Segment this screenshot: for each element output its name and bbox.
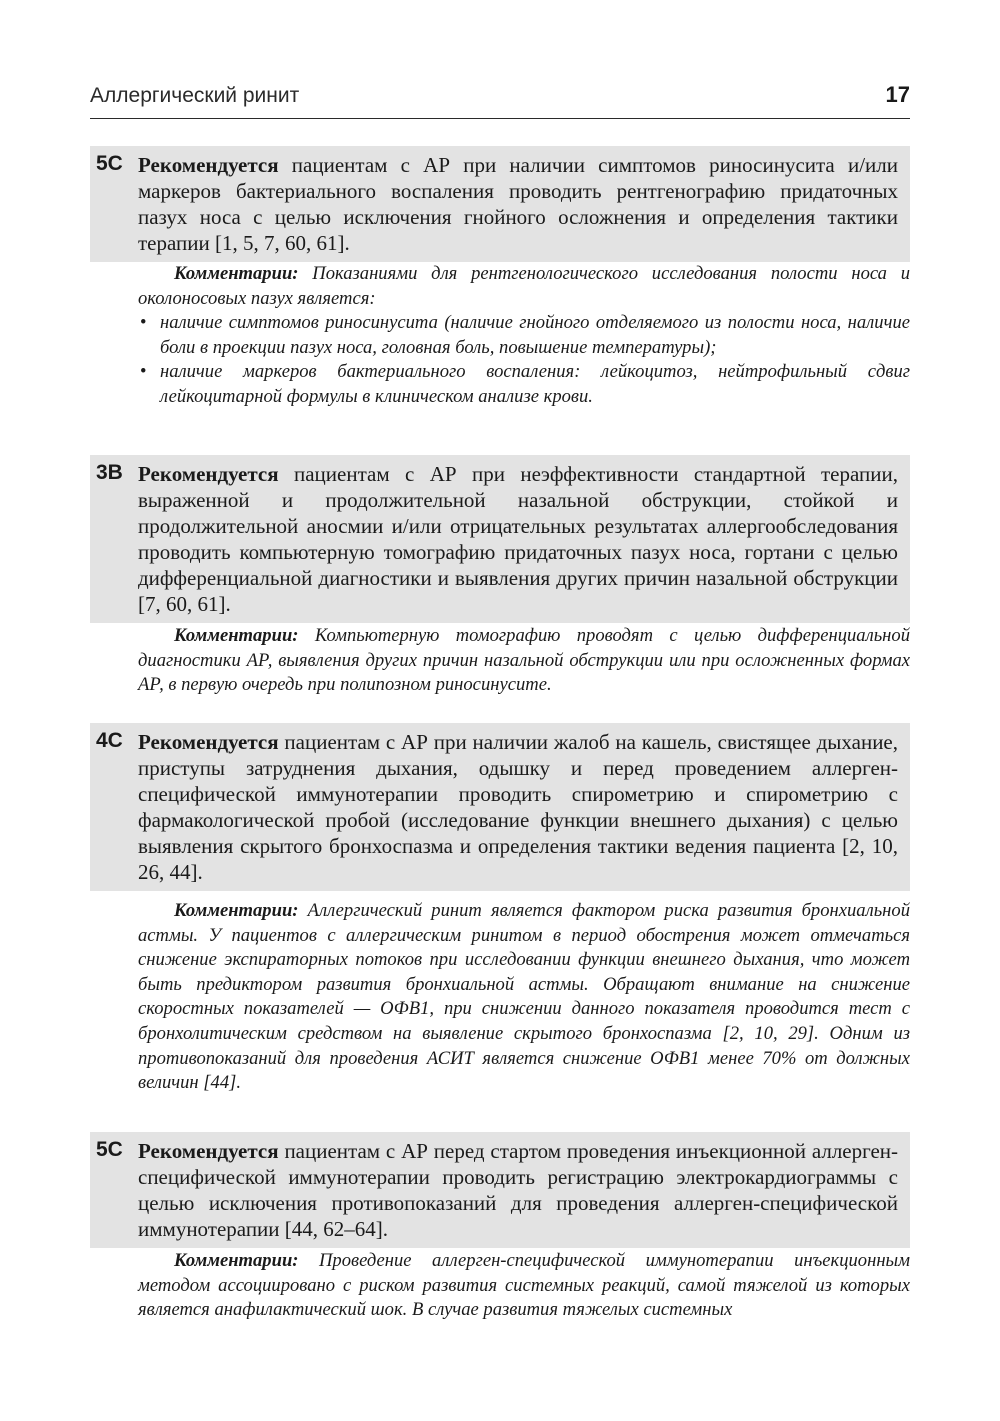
comment-text: Компьютерную томографию проводят с целью дифференциальной диагностики АР, выявления других причин назальной обструкции или при осложненных формах АР, в первую очередь при полипозном риносинусите. xyxy=(138,625,910,696)
recommendation-keyword: Рекомендуется xyxy=(138,1139,279,1163)
comment-label: Комментарии: xyxy=(174,625,299,646)
recommendation-body: пациентам с АР перед стартом проведения инъекционной аллерген-специфической иммунотерапии проводить регистрацию электрокардиограммы с целью исключения противопоказаний для проведения аллерген-специфической иммунотерапии [44, 62–64]. xyxy=(138,1139,899,1241)
recommendation-box xyxy=(90,723,910,891)
comment-block xyxy=(138,899,910,1096)
running-header-title: Аллергический ринит xyxy=(90,84,300,107)
recommendation-box xyxy=(90,146,910,262)
evidence-grade: 5С xyxy=(96,152,123,175)
comment-block xyxy=(138,624,910,698)
comment-text: Показаниями для рентгенологического исследования полости носа и околоносовых пазух является: xyxy=(138,263,910,309)
comment-label: Комментарии: xyxy=(174,900,299,921)
recommendation-text xyxy=(138,1138,898,1242)
recommendation-text xyxy=(138,152,898,256)
recommendation-text xyxy=(138,729,898,885)
evidence-grade: 3В xyxy=(96,461,123,484)
recommendation-box xyxy=(90,1132,910,1248)
page-number: 17 xyxy=(885,82,910,107)
comment-label: Комментарии: xyxy=(174,263,299,284)
recommendation-keyword: Рекомендуется xyxy=(138,153,279,177)
comment-text: Аллергический ринит является фактором риска развития бронхиальной астмы. У пациентов с аллергическим ринитом в период обострения может отмечаться снижение экспираторных потоков при исследовании функции внешнего дыхания, что может быть предиктором развития бронхиальной астмы. Обращают внимание на снижение скоростных показателей — ОФВ1, при снижении данного показателя проводится тест с бронхолитическим средством на выявление скрытого бронхоспазма [2, 10, 29]. Одним из противопоказаний для проведения АСИТ является снижение ОФВ1 менее 70% от должных величин [44]. xyxy=(138,900,910,1094)
recommendation-keyword: Рекомендуется xyxy=(138,730,279,754)
evidence-grade: 4С xyxy=(96,729,123,752)
list-item: • наличие маркеров бактериального воспаления: лейкоцитоз, нейтрофильный сдвиг лейкоцитарной формулы в клиническом анализе крови. xyxy=(138,360,910,409)
comment-bullet-list xyxy=(138,311,910,409)
evidence-grade: 5С xyxy=(96,1138,123,1161)
comment-block xyxy=(138,262,910,410)
list-item: • наличие симптомов риносинусита (наличие гнойного отделяемого из полости носа, наличие боли в проекции пазух носа, головная боль, повышение температуры); xyxy=(138,311,910,360)
recommendation-text xyxy=(138,461,898,617)
recommendation-body: пациентам с АР при наличии симптомов риносинусита и/или маркеров бактериального воспаления проводить рентгенографию придаточных пазух носа с целью исключения гнойного осложнения и определения тактики терапии [1, 5, 7, 60, 61]. xyxy=(138,153,898,255)
recommendation-keyword: Рекомендуется xyxy=(138,462,279,486)
recommendation-box xyxy=(90,455,910,623)
running-header xyxy=(90,84,910,119)
comment-label: Комментарии: xyxy=(174,1250,299,1271)
comment-text: Проведение аллерген-специфической иммунотерапии инъекционным методом ассоциировано с риском развития системных реакций, самой тяжелой из которых является анафилактический шок. В случае развития тяжелых системных xyxy=(138,1250,910,1321)
recommendation-body: пациентам с АР при наличии жалоб на кашель, свистящее дыхание, приступы затруднения дыхания, одышку и перед проведением аллерген-специфической иммунотерапии проводить спирометрию и спирометрию с фармакологической пробой (исследование функции внешнего дыхания) с целью выявления скрытого бронхоспазма и определения тактики ведения пациента [2, 10, 26, 44]. xyxy=(138,730,899,884)
comment-block xyxy=(138,1249,910,1323)
recommendation-body: пациентам с АР при неэффективности стандартной терапии, выраженной и продолжительной назальной обструкции, стойкой и продолжительной аносмии и/или отрицательных результатах аллергообследования проводить компьютерную томографию придаточных пазух носа, гортани с целью дифференциальной диагностики и выявления других причин назальной обструкции [7, 60, 61]. xyxy=(138,462,898,616)
